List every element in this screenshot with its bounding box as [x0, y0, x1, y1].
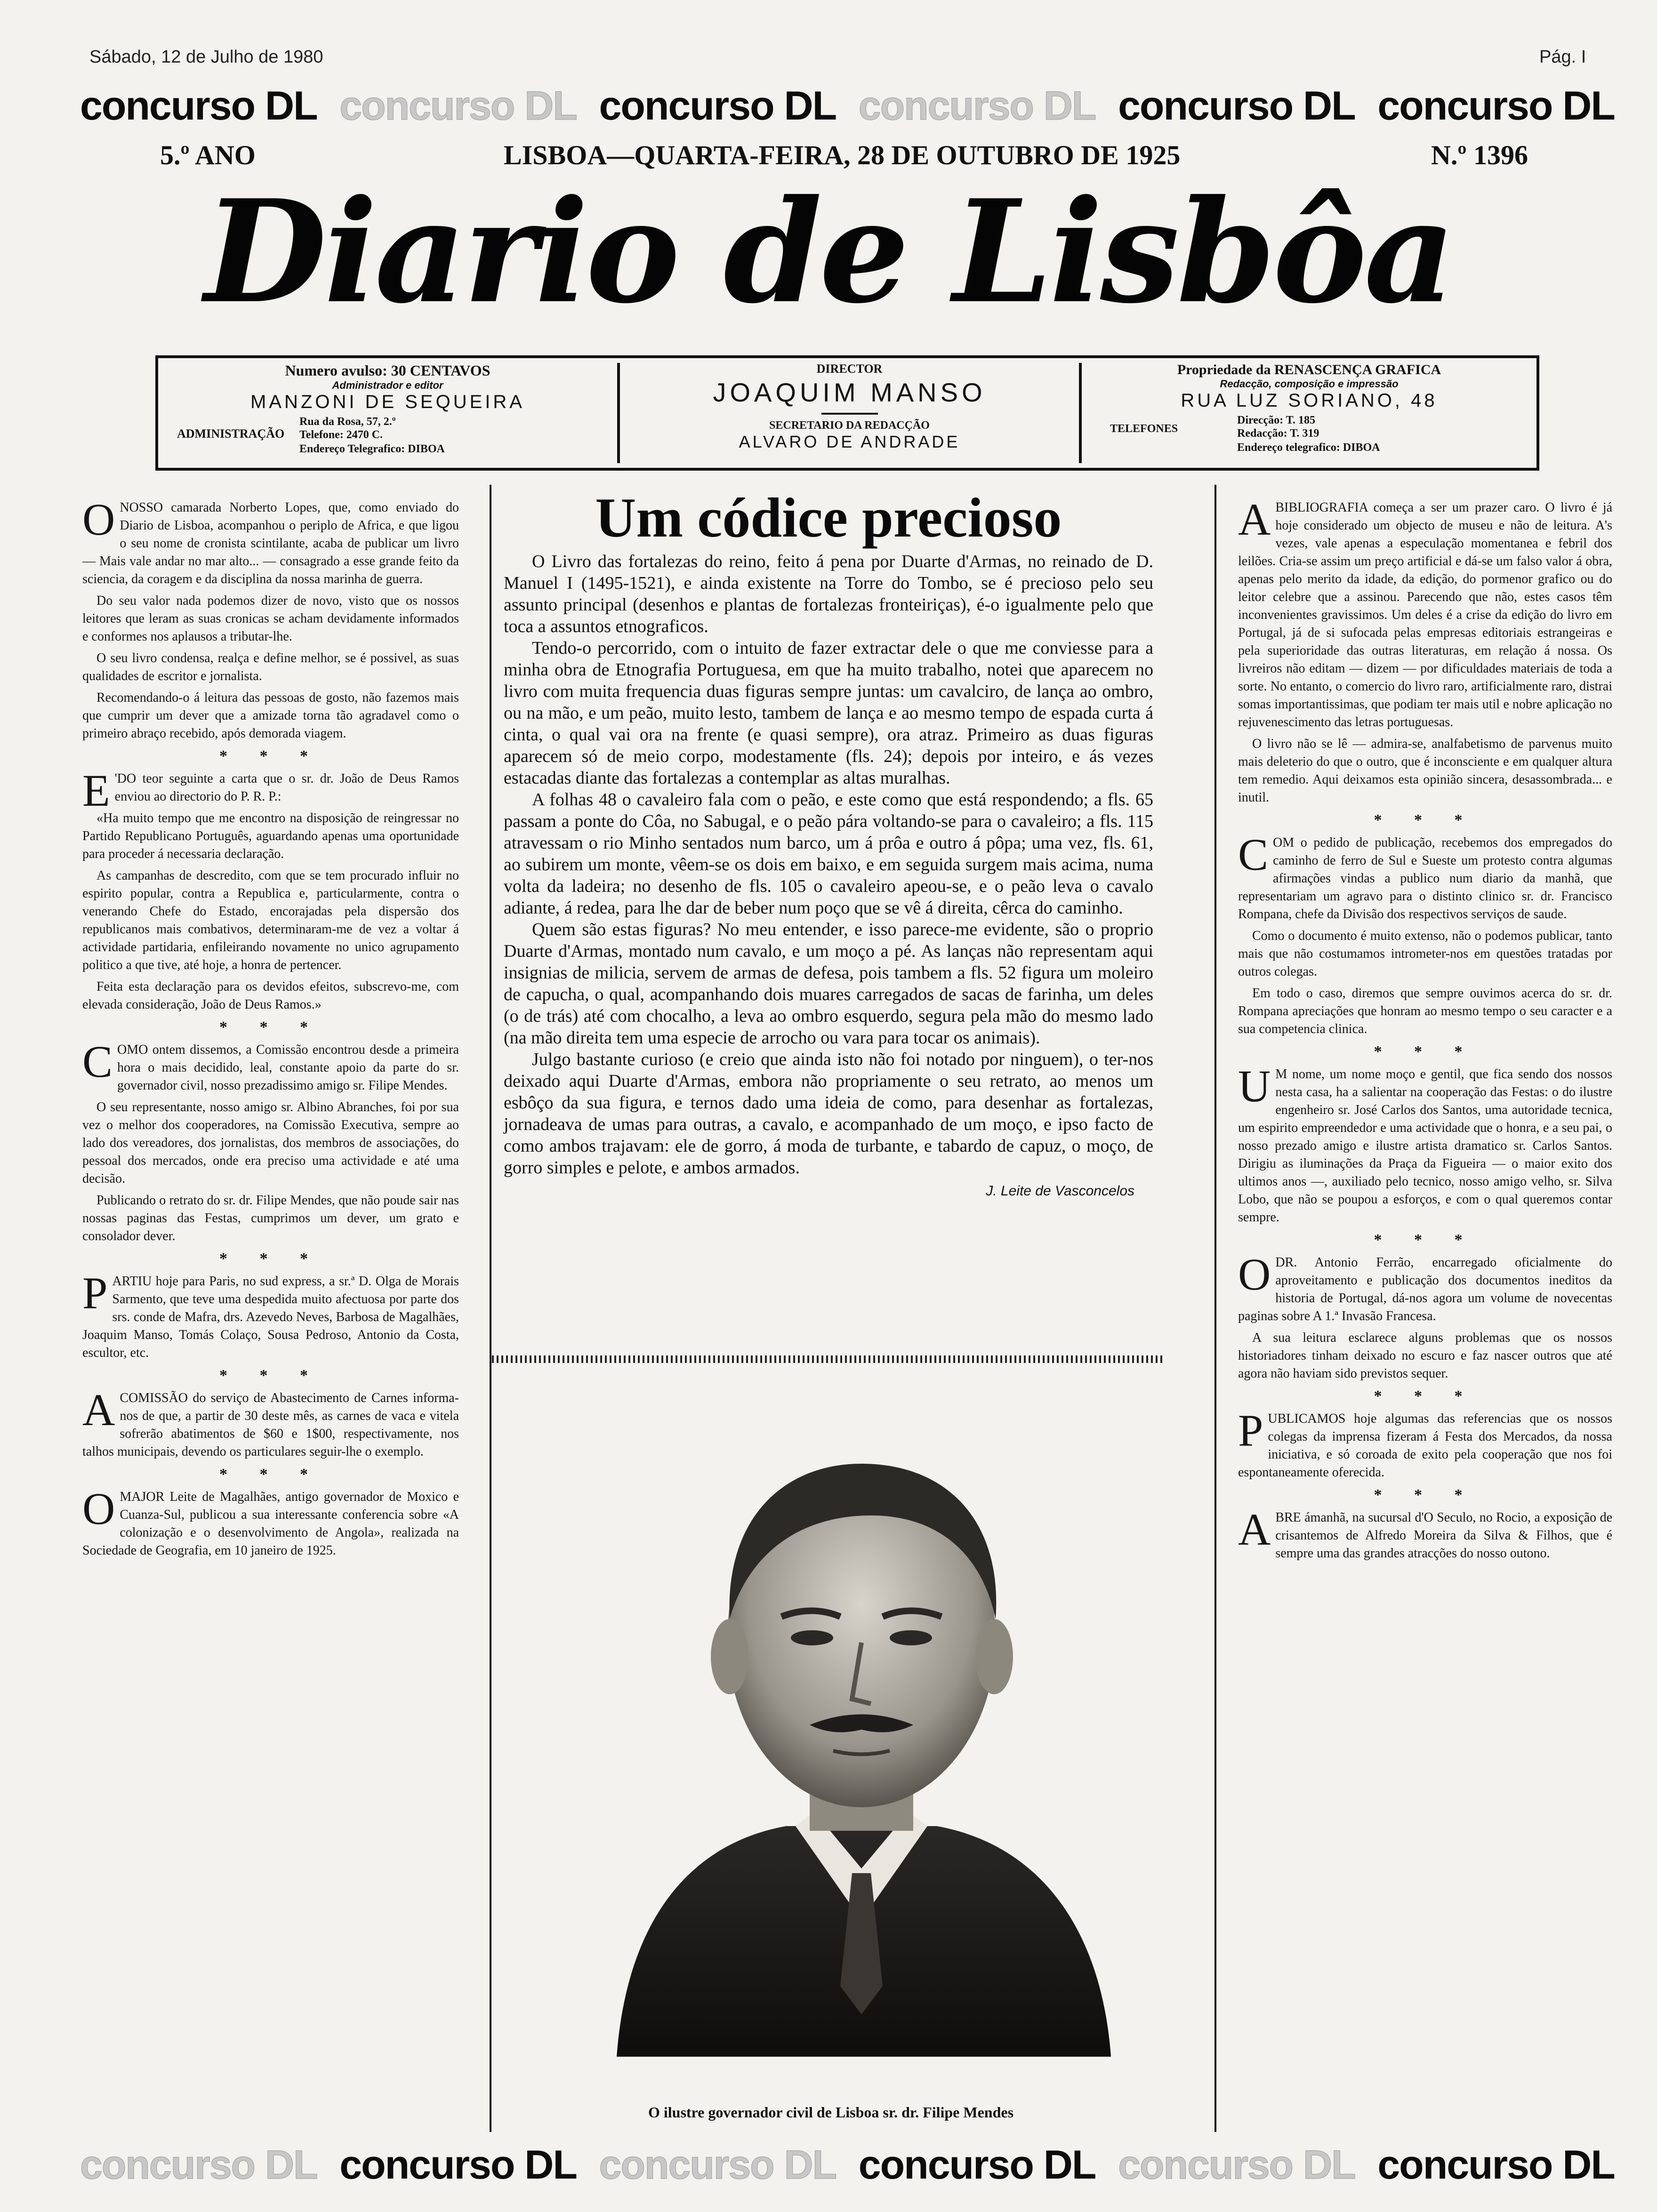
article-paragraph: Tendo-o percorrido, com o intuito de fazer extractar dele o que me conviesse para a minha obra de Etnografia Portuguesa, em que ha muito trabalho, notei que aparecem no livro com muita frequencia duas figuras sempre juntas: um cavalciro, de lança ao ombro, ou na mão, e um peão, muito lesto, tambem de lança e ao mesmo tempo de espada curta á cinta, o qual vai ora na frente (e quasi sempre), ora atraz. Primeiro as duas figuras aparecem só de meio corpo, modestamente (fls. 24); depois por inteiro, e ás vezes estacadas diante das fortalezas a contemplar as altas muralhas. — [504, 638, 1153, 788]
paragraph-text: Como o documento é muito extenso, não o podemos publicar, tanto mais que não costumamos intrometer-nos em questões tratadas por outros colegas. — [1238, 929, 1612, 979]
section-separator: * * * — [219, 1466, 322, 1483]
column-paragraph — [1238, 494, 1612, 731]
column-paragraph — [1238, 735, 1612, 807]
watermark-text: concurso DL — [1377, 83, 1615, 128]
section-separator: * * * — [219, 1367, 322, 1384]
column-rule — [1215, 485, 1216, 2132]
secretary-label: SECRETARIO DA REDACÇÃO — [769, 419, 930, 432]
article-paragraph: Quem são estas figuras? No meu entender, e isso parece-me evidente, são o proprio Duarte d'Armas, montado num cavalo, e um moço a pé. As lanças não representam aqui insignias de milicia, servem de armas de defesa, pois tambem a fls. 52 figura um moleiro de capucha, o qual, acompanhando dois muares carregados de sacas de farinha, um deles (o de trás) até com chocalho, a leva ao ombro esquerdo, segura pela mão do mesmo lado (na mão direita tem uma especie de arrocho ou vara para tocar os animais). — [504, 920, 1153, 1048]
owner-label: Propriedade da RENASCENÇA GRAFICA — [1177, 362, 1441, 377]
column-paragraph — [82, 809, 459, 863]
column-paragraph — [1238, 1405, 1612, 1482]
column-paragraph — [82, 494, 459, 588]
paragraph-text: Publicando o retrato do sr. dr. Filipe Mendes, que não poude sair nas nossas paginas das Festas, cumprimos um dever, um grato e consolador dever. — [82, 1193, 459, 1243]
watermark-text: concurso DL — [599, 83, 837, 128]
column-paragraph — [82, 978, 459, 1014]
price-label: Numero avulso: 30 CENTAVOS — [285, 362, 491, 379]
photo-caption: O ilustre governador civil de Lisboa sr. dr. Filipe Mendes — [648, 2104, 1014, 2121]
address-label: ADMINISTRAÇÃO — [177, 427, 285, 441]
watermark-text: concurso DL — [80, 83, 317, 128]
headline: Um códice precioso — [595, 486, 1062, 549]
drop-cap: C — [82, 1036, 113, 1087]
infobox-right — [1082, 358, 1536, 468]
article-signature: J. Leite de Vasconcelos — [986, 1183, 1134, 1199]
masthead-title: Diario de Lisbôa — [204, 168, 1453, 335]
column-paragraph — [1238, 1249, 1612, 1325]
paragraph-text: Feita esta declaração para os devidos efeitos, subscrevo-me, com elevada consideração, João de Deus Ramos.» — [82, 979, 459, 1012]
admin-name: MANZONI DE SEQUEIRA — [250, 392, 525, 412]
paragraph-text: Em todo o caso, diremos que sempre ouvimos acerca do sr. dr. Rompana apreciações que honram ao mesmo tempo o seu caracter e a sua competencia clinica. — [1238, 986, 1612, 1036]
director-name: JOAQUIM MANSO — [713, 377, 986, 407]
column-paragraph — [1238, 985, 1612, 1038]
services-label: Redacção, composição e impressão — [1220, 378, 1399, 390]
archive-date: Sábado, 12 de Julho de 1980 — [89, 47, 323, 67]
watermark-text: concurso DL — [339, 83, 577, 128]
column-paragraph — [1238, 1504, 1612, 1563]
column-paragraph — [82, 689, 459, 743]
left-column — [82, 494, 459, 1563]
column-paragraph — [82, 1036, 459, 1095]
drop-cap: O — [82, 1483, 115, 1534]
right-address: RUA LUZ SORIANO, 48 — [1181, 390, 1438, 411]
portrait-eye — [791, 1630, 833, 1645]
column-paragraph — [82, 867, 459, 974]
drop-cap: A — [82, 1385, 115, 1435]
director-label: DIRECTOR — [816, 362, 883, 376]
address-text: Rua da Rosa, 57, 2.º — [299, 416, 396, 428]
watermark-text: concurso DL — [339, 2142, 577, 2188]
telegraph-text: Endereço Telegrafico: DIBOA — [299, 443, 445, 455]
dotted-separator — [492, 1355, 1165, 1363]
paragraph-text: OM o pedido de publicação, recebemos dos empregados do caminho de ferro de Sul e Sueste um protesto contra algumas afirmações vindas a publico num diario da manhã, que representariam um agravo para o distinto clinico sr. dr. Francisco Rompana, chefe da Divisão dos respectivos serviços de saude. — [1238, 835, 1612, 922]
section-separator: * * * — [1374, 1043, 1477, 1060]
drop-cap: A — [1238, 1504, 1271, 1555]
watermark-text: concurso DL — [1118, 2142, 1355, 2188]
drop-cap: U — [1238, 1061, 1271, 1111]
center-rule — [821, 413, 878, 415]
year-label: 5.º ANO — [160, 140, 256, 170]
paragraph-text: As campanhas de descredito, com que se tem procurado influir no espirito popular, contra a Republica e, particularmente, contra o venerando Chefe do Estado, encorajadas pela dispersão dos republicanos mais combativos, determinaram-me de vez a voltar á actividade partidaria, enfileirando novamente no unico agrupamento politico a que tive, até hoje, a honra de pertencer. — [82, 868, 459, 972]
phone-redaction: Redacção: T. 319 — [1237, 427, 1319, 440]
paragraph-text: COMISSÃO do serviço de Abastecimento de Carnes informa-nos de que, a partir de 30 deste mês, as carnes de vaca e vitela sofrerão abatimentos de $60 e 1$00, respectivamente, nos talhos municipais, devendo os particulares seguir-lhe o exemplo. — [82, 1391, 459, 1459]
admin-label: Administrador e editor — [332, 379, 443, 391]
drop-cap: O — [82, 494, 115, 545]
phone-direction: Direcção: T. 185 — [1237, 414, 1315, 426]
paragraph-text: Do seu valor nada podemos dizer de novo, visto que os nossos leitores que leram as suas cronicas se acham devidamente informados e conformes nos aplausos a tributar-lhe. — [82, 593, 459, 644]
article-paragraph: A folhas 48 o cavaleiro fala com o peão, e este como que está respondendo; a fls. 65 passam a ponte do Côa, no Sabugal, e o peão pára voltando-se para o cavaleiro; a fls. 115 atravessam o rio Minho sentados num barco, um á prôa e outro á pôpa; uma vez, fls. 61, ao subirem um monte, vêem-se os dois em baixo, e em seguida surgem mais acima, numa volta da ladeira; no desenho de fls. 105 o cavaleiro apeou-se, e o peão leva o cavalo adiante, á redea, para lhe dar de beber num poço que se vê á direita, cêrca do caminho. — [504, 790, 1153, 918]
article-paragraph: O Livro das fortalezas do reino, feito á pena por Duarte d'Armas, no reinado de D. Manuel I (1495-1521), e ainda existente na Torre do Tombo, se é precioso pelo seu assunto principal (desenhos e plantas de fortalezas fronteiriças), é-o igualmente pelo que toca a assuntos etnograficos. — [504, 552, 1153, 636]
column-paragraph — [1238, 1061, 1612, 1226]
infobox-left — [158, 358, 617, 468]
watermark-text: concurso DL — [599, 2142, 837, 2188]
infobox-center — [620, 358, 1079, 468]
column-paragraph — [82, 592, 459, 646]
paragraph-text: O livro não se lê — admira-se, analfabetismo de parvenus muito mais deleterio do que o outro, que é inconsciente e em qualquer altura tem remedio. Aqui deixamos esta opinião sincera, desassombrada... e inutil. — [1238, 737, 1612, 805]
section-separator: * * * — [1374, 811, 1477, 829]
section-separator: * * * — [219, 1018, 322, 1036]
watermark-text: concurso DL — [858, 2142, 1096, 2188]
column-paragraph — [1238, 1329, 1612, 1383]
column-paragraph — [82, 1483, 459, 1560]
section-separator: * * * — [219, 1250, 322, 1267]
watermark-text: concurso DL — [858, 83, 1096, 128]
right-telegraph: Endereço telegrafico: DIBOA — [1237, 441, 1380, 454]
drop-cap: P — [82, 1268, 108, 1318]
portrait-photo — [588, 1374, 1134, 2057]
section-separator: * * * — [1374, 1387, 1477, 1405]
watermark-text: concurso DL — [80, 2142, 317, 2188]
phones-label: TELEFONES — [1110, 423, 1178, 435]
column-paragraph — [1238, 927, 1612, 981]
paragraph-text: NOSSO camarada Norberto Lopes, que, como enviado do Diario de Lisboa, acompanhou o periplo de Africa, e que ligou o seu nome de cronista scintilante, acaba de publicar um livro — Mais vale andar no mar alto... — consagrado a esse grande feito da sciencia, da coragem e da disciplina da nossa marinha de guerra. — [82, 500, 459, 586]
place-date: LISBOA—QUARTA-FEIRA, 28 DE OUTUBRO DE 1925 — [504, 140, 1181, 170]
paragraph-text: O seu representante, nosso amigo sr. Albino Abranches, foi por sua vez o melhor dos cooperadores, na Comissão Executiva, sempre ao lado dos vereadores, dos jornalistas, dos membros de associações, do pessoal dos mercados, onde era preciso uma actividade e até uma decisão. — [82, 1100, 459, 1186]
drop-cap: P — [1238, 1405, 1263, 1456]
column-paragraph — [82, 1098, 459, 1188]
phone-text: Telefone: 2470 C. — [299, 429, 383, 441]
paragraph-text: O seu livro condensa, realça e define melhor, se é possivel, as suas qualidades de escritor e jornalista. — [82, 651, 459, 683]
column-paragraph — [82, 1268, 459, 1362]
drop-cap: E — [82, 765, 110, 816]
section-separator: * * * — [1374, 1231, 1477, 1249]
page-number: Pág. I — [1539, 47, 1586, 67]
column-paragraph — [82, 649, 459, 685]
article-paragraph: Julgo bastante curioso (e creio que ainda isto não foi notado por ninguem), o ter-nos deixado aqui Duarte d'Armas, embora não propriamente o seu retrato, ao menos um esbôço da sua figura, e ternos dado uma ideia de como, para desenhar as fortalezas, jornadeava de umas para outras, a cavalo, e acompanhado de um moço, e ipso facto de como ambos trajavam: ele de gorro, á moda de turbante, e tabardo de capuz, o moço, de gorro simples e pelote, e ambos armados. — [504, 1050, 1153, 1178]
paragraph-text: UBLICAMOS hoje algumas das referencias que os nossos colegas da imprensa fizeram á Festa dos Mercados, da nossa iniciativa, e só coroada de exito pela cooperação que nos foi espontaneamente oferecida. — [1238, 1411, 1612, 1480]
watermark-text: concurso DL — [1118, 83, 1355, 128]
column-paragraph — [1238, 829, 1612, 923]
drop-cap: A — [1238, 494, 1271, 545]
portrait-ear — [975, 1619, 1013, 1694]
paragraph-text: A sua leitura esclarece alguns problemas que os nossos historiadores tinham deixado no escuro e faz nascer outros que até agora não haviam sido previstos sequer. — [1238, 1330, 1612, 1381]
drop-cap: C — [1238, 829, 1269, 880]
paragraph-text: «Ha muito tempo que me encontro na disposição de reingressar no Partido Republicano Português, aguardando apenas uma oportunidade para proceder á necessaria declaração. — [82, 811, 459, 861]
paragraph-text: OMO ontem dissemos, a Comissão encontrou desde a primeira hora o mais decidido, leal, constante apoio da parte do sr. governador civil, nosso prezadissimo amigo sr. Filipe Mendes. — [117, 1042, 459, 1093]
paragraph-text: 'DO teor seguinte a carta que o sr. dr. João de Deus Ramos enviou ao directorio do P. R. P.: — [114, 771, 459, 804]
column-paragraph — [82, 1385, 459, 1461]
watermark-row-bottom — [80, 2139, 1615, 2191]
drop-cap: O — [1238, 1249, 1271, 1299]
paragraph-text: BIBLIOGRAFIA começa a ser um prazer caro. O livro é já hoje considerado um objecto de museu e não de leitura. A's vezes, vale apenas a especulação momentanea e febril dos leilões. Cria-se assim um preço artificial e dá-se um falso valor á obra, apenas pelo merito da idade, da edição, do pormenor grafico ou do leitor celebre que a assinou. Parecendo que não, estes casos têm inconvenientes gravissimos. Um deles é a crise da edição do livro em Portugal, já de si sufocada pelas empresas editoriais estrangeiras e pela superioridade das outras literaturas, em relação á nossa. Os livreiros não editam — dizem — por dificuldades materiais de toda a sorte. No entanto, o comercio do livro raro, artificialmente raro, distrai somas importantissimas, que podiam ter mais util e nobre aplicação no rejuvenescimento das letras portuguesas. — [1238, 500, 1612, 729]
right-column — [1238, 494, 1612, 1566]
column-paragraph — [82, 1192, 459, 1245]
column-rule — [490, 485, 491, 2132]
watermark-text: concurso DL — [1377, 2142, 1615, 2188]
column-paragraph — [82, 765, 459, 816]
paragraph-text: M nome, um nome moço e gentil, que fica sendo dos nossos nesta casa, ha a salientar na cooperação das Festas: o do ilustre engenheiro sr. José Carlos dos Santos, uma autoridade tecnica, um espirito empreendedor e uma actividade que o honra, e a seu pai, o nosso prezado amigo e ilustre artista dramatico sr. Carlos Santos. Dirigiu as iluminações da Praça da Figueira — o maior exito dos ultimos anos —, auxiliado pelo tecnico, nosso amigo velho, sr. Silva Lobo, que não se poupou a esforços, e com o qual queremos contar sempre. — [1238, 1067, 1612, 1225]
paragraph-text: DR. Antonio Ferrão, encarregado oficialmente do aproveitamento e publicação dos documentos ineditos da historia de Portugal, dá-nos agora um volume de novecentas paginas sobre A 1.ª Invasão Francesa. — [1238, 1255, 1612, 1323]
section-separator: * * * — [1374, 1486, 1477, 1504]
secretary-name: ALVARO DE ANDRADE — [739, 432, 960, 451]
masthead-infobox — [155, 355, 1539, 471]
portrait-eye — [890, 1630, 932, 1645]
issue-number: N.º 1396 — [1431, 140, 1528, 170]
paragraph-text: BRE ámanhã, na sucursal d'O Seculo, no Rocio, a exposição de crisantemos de Alfredo Moreira da Silva & Filhos, que é sempre uma das grandes atracções do nosso outono. — [1275, 1510, 1612, 1561]
watermark-row-top — [80, 80, 1615, 132]
paragraph-text: ARTIU hoje para Paris, no sud express, a sr.ª D. Olga de Morais Sarmento, que teve uma despedida muito afectuosa por parte dos srs. conde de Mafra, drs. Azevedo Neves, Barbosa de Magalhães, Joaquim Manso, Tomás Colaço, Sousa Pedroso, Antonio da Costa, escultor, etc. — [82, 1274, 459, 1360]
paragraph-text: Recomendando-o á leitura das pessoas de gosto, não fazemos mais que cumprir um dever que a amizade torna tão agradavel como o primeiro abraço recebido, após demorada viagem. — [82, 690, 459, 741]
portrait-ear — [711, 1619, 748, 1694]
main-article — [504, 551, 1153, 1202]
section-separator: * * * — [219, 747, 322, 765]
paragraph-text: MAJOR Leite de Magalhães, antigo governador de Moxico e Cuanza-Sul, publicou a sua interessante conferencia sobre «A colonização e o desenvolvimento de Angola», realizada na Sociedade de Geografia, em 10 janeiro de 1925. — [82, 1490, 459, 1558]
